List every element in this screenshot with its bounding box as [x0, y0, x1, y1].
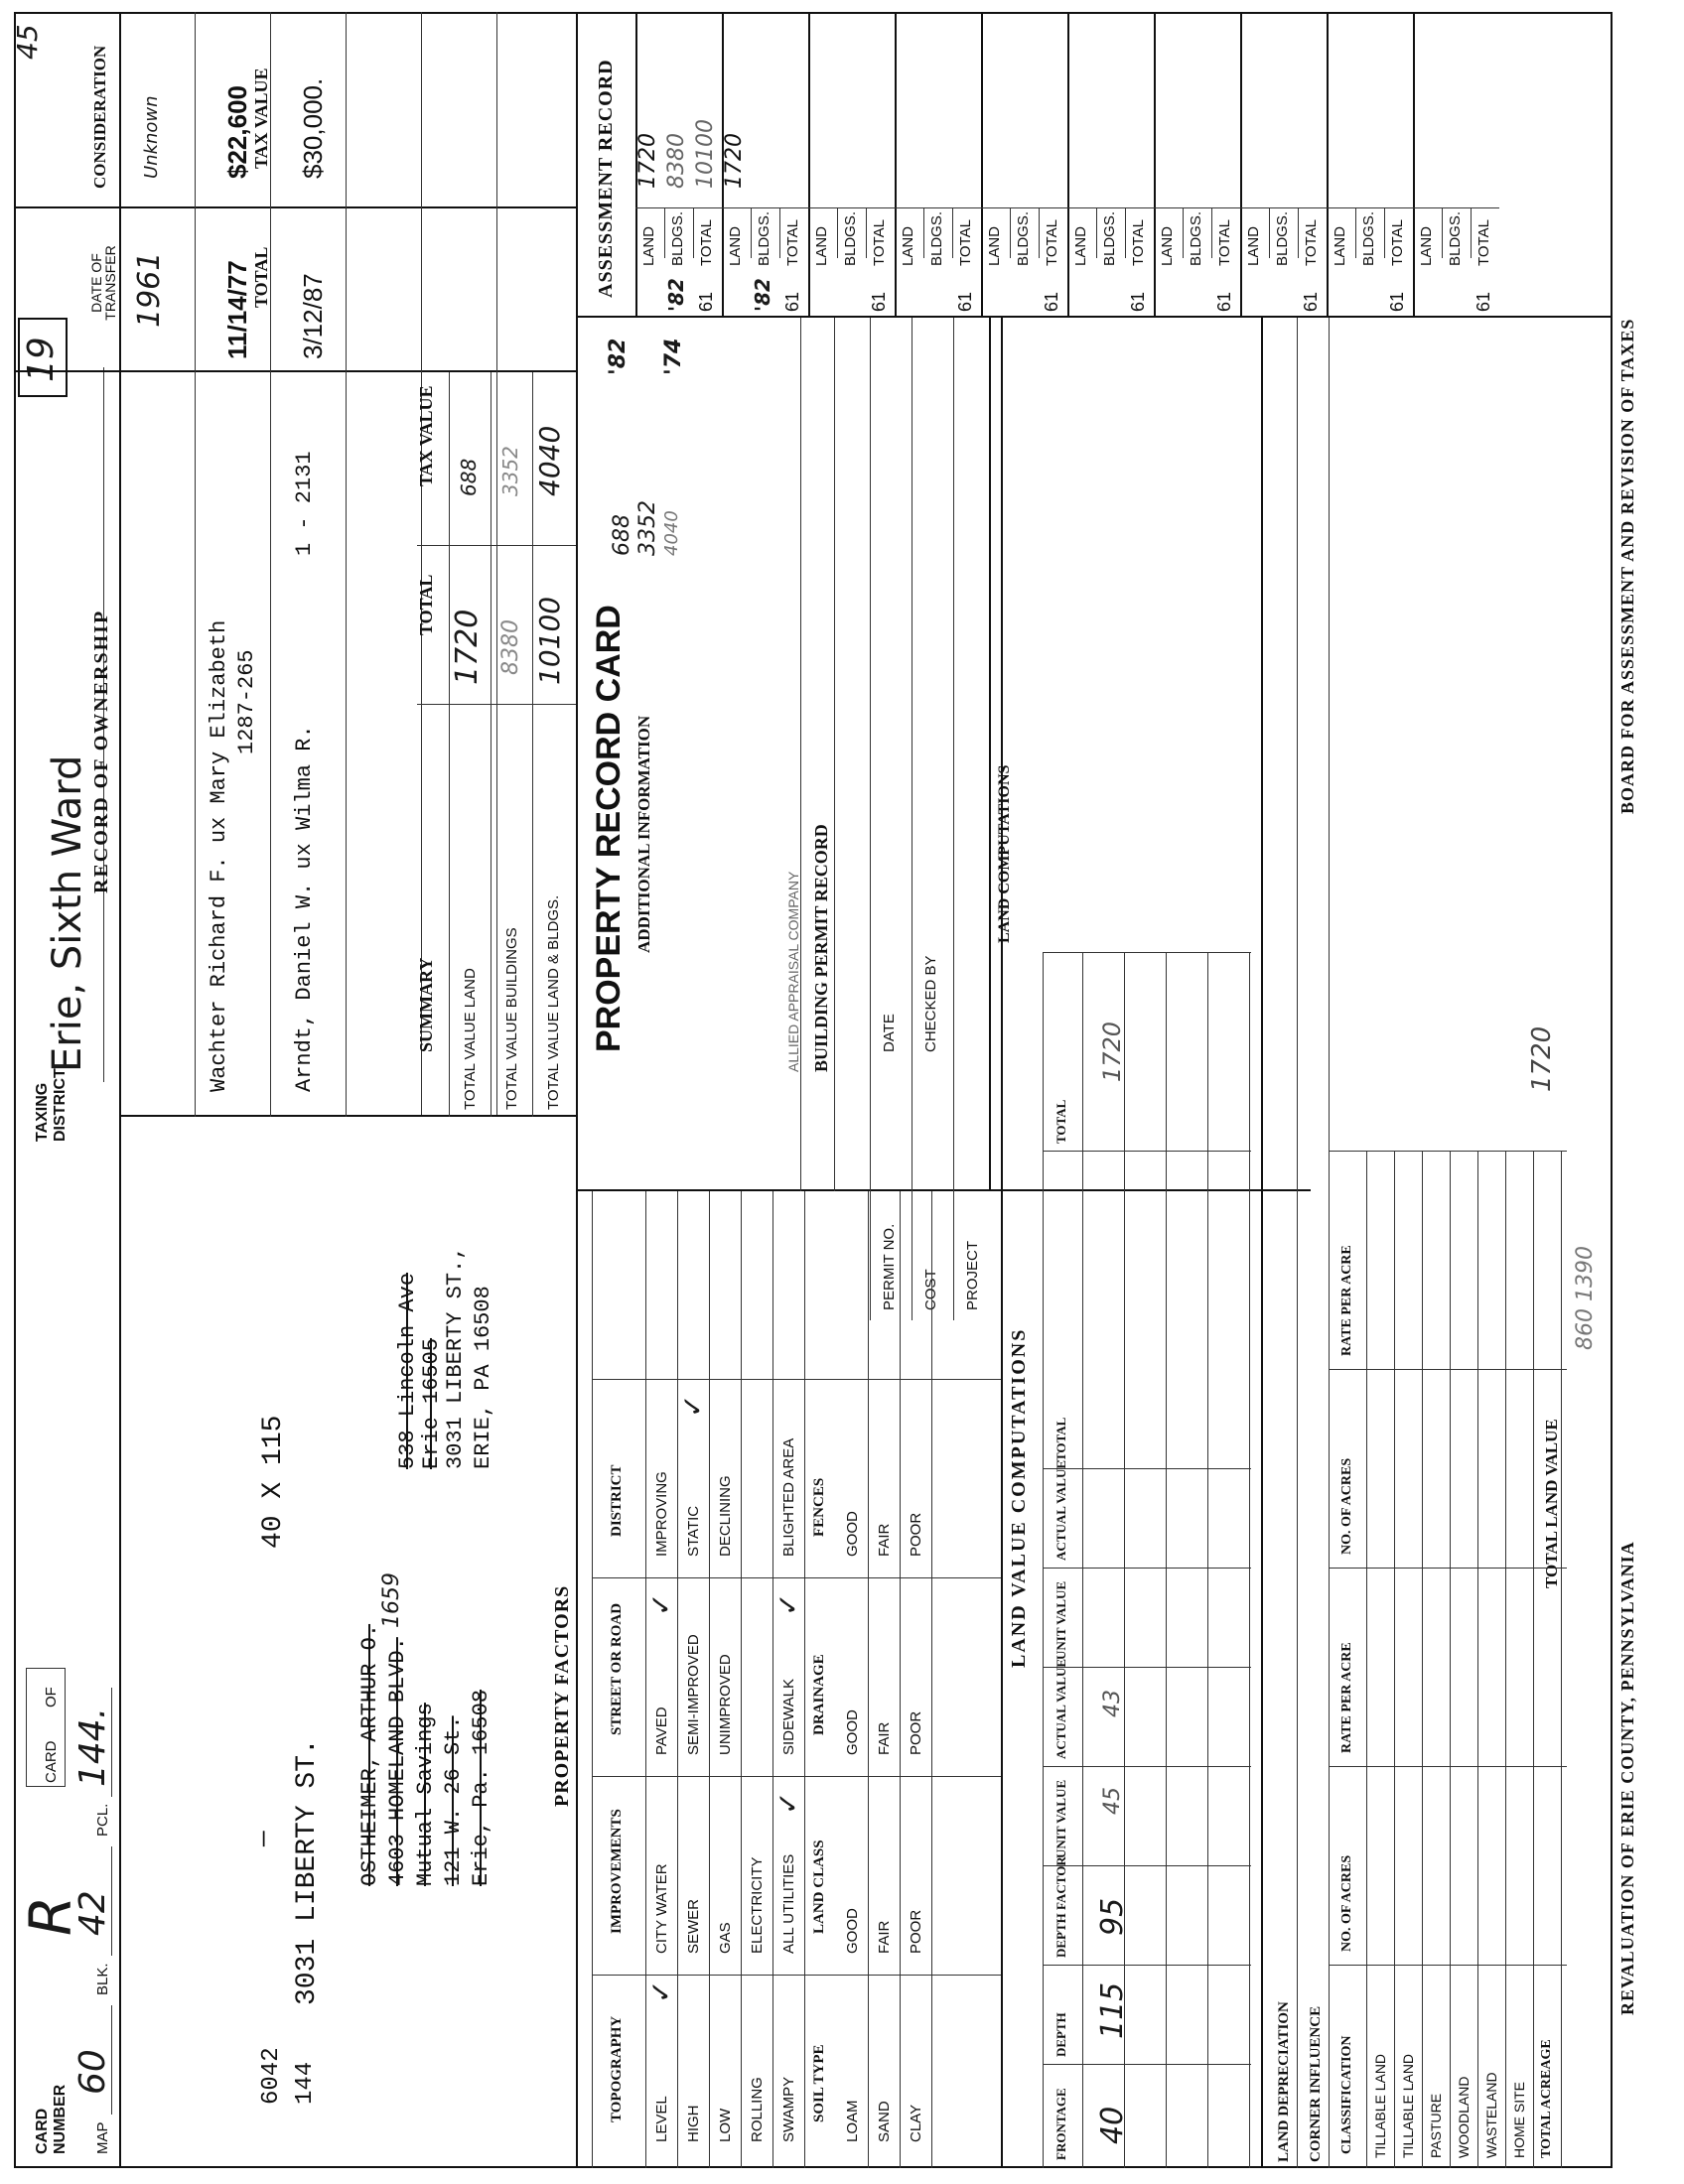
drainage-item: FAIR [876, 1721, 893, 1755]
assessment-row-line [1355, 208, 1356, 258]
soil-type-label: SOIL TYPE [811, 2044, 827, 2122]
assessment-col-divider [1240, 207, 1327, 208]
assessment-row-line [779, 208, 780, 258]
property-record-card-title: PROPERTY RECORD CARD [590, 605, 628, 1052]
lv-col-line [1043, 1965, 1251, 1966]
lv-header: UNIT VALUE [1053, 1580, 1068, 1660]
assessment-year: 61 [1301, 291, 1321, 312]
assessment-label: TOTAL [1130, 219, 1147, 266]
card-label: CARD [43, 1740, 60, 1783]
assessment-label: LAND [1159, 225, 1176, 266]
row3-consideration: $30,000. [298, 77, 328, 179]
struck-owner-3: Mutual Savings [413, 1703, 438, 1886]
district-item: BLIGHTED AREA [780, 1437, 797, 1557]
assessment-label: TOTAL [871, 219, 888, 266]
assessment-row-line [923, 208, 924, 258]
assessment-year: 61 [869, 291, 889, 312]
row1-consideration: Unknown [141, 95, 162, 179]
assessment-label: BLDGS. [1101, 210, 1118, 266]
struck-owner-5: Erie, Pa. 16508 [469, 1689, 493, 1886]
assessment-row-line [1125, 208, 1126, 258]
assessment-value: 10100 [693, 119, 718, 189]
assessment-group-divider [1240, 12, 1242, 318]
struck-owner-2: 4603 HOMELAND BLVD. [385, 1637, 410, 1886]
assessment-col-divider [1413, 207, 1499, 208]
lv-col-line [1043, 1766, 1251, 1767]
acreage-header: RATE PER ACRE [1339, 1642, 1354, 1753]
card-number-label: CARD NUMBER [34, 2084, 69, 2154]
additional-year-1: '82 [606, 338, 631, 375]
factor-header: DISTRICT [609, 1464, 625, 1537]
assessment-label: TOTAL [1303, 219, 1320, 266]
land-depreciation-label: LAND DEPRECIATION [1276, 2001, 1292, 2162]
check-static: ✓ [676, 1394, 709, 1418]
summary-land-tax: 688 [457, 458, 481, 496]
summary-title: SUMMARY [416, 957, 436, 1052]
summary-total-label: TOTAL [416, 574, 436, 635]
permit-date-label: DATE [881, 1014, 898, 1052]
assessment-row-line [1211, 208, 1212, 258]
additional-value-2: 3352 [635, 500, 660, 556]
consideration-label: CONSIDERATION [90, 45, 109, 189]
row2-consideration: $22,600 [222, 85, 252, 179]
lv-col-line [1043, 1568, 1251, 1569]
district-item: DECLINING [717, 1475, 734, 1557]
assessment-label: BLDGS. [842, 210, 859, 266]
lv-depr-line [1297, 318, 1298, 2168]
property-id-2: 144 [292, 2061, 319, 2105]
factor-col-line [592, 1379, 1001, 1380]
assessment-year: 61 [696, 291, 716, 312]
assessment-label: BLDGS. [1274, 210, 1291, 266]
assessment-year: 61 [1387, 291, 1407, 312]
assessment-row-line [664, 208, 665, 258]
factor-row-line [931, 1191, 932, 2168]
classification-item: PASTURE [1428, 2093, 1444, 2158]
factor-header: STREET OR ROAD [609, 1602, 625, 1735]
assessment-value: 1720 [722, 133, 747, 189]
lv-header: ACTUAL VALUE [1053, 1459, 1068, 1561]
improvement-item: SEWER [685, 1898, 702, 1954]
assessment-title: ASSESSMENT RECORD [595, 59, 617, 298]
assessment-label: LAND [1245, 225, 1262, 266]
drainage-item: POOR [908, 1710, 924, 1755]
classification-item: HOME SITE [1511, 2081, 1527, 2158]
assessment-label: LAND [1072, 225, 1089, 266]
acreage-header: NO. OF ACRES [1339, 1854, 1354, 1952]
check-sidewalk: ✓ [772, 1592, 804, 1616]
row2-owner: Wachter Richard F. ux Mary Elizabeth [207, 619, 231, 1092]
row3-deed: 1 - 2131 [292, 451, 317, 556]
assessment-year: 61 [955, 291, 975, 312]
dash-mark: — [248, 1831, 278, 1846]
street-item: PAVED [653, 1706, 670, 1755]
classification-item: TILLABLE LAND [1372, 2053, 1388, 2158]
soil-item: LOAM [844, 2100, 861, 2142]
assessment-label: LAND [813, 225, 830, 266]
assessment-col-divider [722, 207, 808, 208]
fences-label: FENCES [811, 1477, 827, 1537]
acreage-header-line [1366, 1152, 1367, 2168]
assessment-year: 61 [1042, 291, 1061, 312]
lv-row-line [1166, 953, 1167, 2168]
lv-header: TOTAL [1053, 1099, 1068, 1144]
summary-bldg-tax: 3352 [498, 446, 522, 496]
topography-item: LEVEL [653, 2096, 670, 2142]
topography-item: HIGH [685, 2105, 702, 2142]
assessment-label: LAND [1418, 225, 1435, 266]
footnote-numbers: 860 1390 [1573, 1246, 1598, 1350]
assessment-label: TOTAL [957, 219, 974, 266]
land-class-item: GOOD [844, 1908, 861, 1954]
property-id-1: 6042 [258, 2047, 285, 2105]
map-label: MAP [94, 2121, 111, 2154]
acreage-col-line [1329, 1151, 1567, 1152]
lv-actual-value: 43 [1100, 1690, 1125, 1717]
improvement-item: GAS [717, 1922, 734, 1954]
lv-col-line [1043, 2064, 1251, 2065]
assessment-col-divider [808, 207, 895, 208]
check-all-utilities: ✓ [772, 1791, 804, 1815]
property-factors-title: PROPERTY FACTORS [551, 1584, 573, 1807]
lv-row-line [1124, 953, 1125, 2168]
blk-label: BLK. [94, 1963, 111, 1995]
footer-left: REVALUATION OF ERIE COUNTY, PENNSYLVANIA [1617, 1541, 1637, 2015]
lv-header-line [1043, 953, 1044, 2168]
summary-grand-tax: 4040 [533, 425, 566, 496]
lv-header: UNIT VALUE [1053, 1779, 1068, 1858]
land-computations-label: LAND COMPUTATIONS [996, 764, 1013, 943]
lv-header: ACTUAL VALUE [1053, 1658, 1068, 1759]
assessment-col-divider [635, 207, 722, 208]
summary-grand-total: 10100 [533, 596, 566, 685]
total-land-value-label: TOTAL LAND VALUE [1542, 1419, 1561, 1588]
assessment-label: LAND [900, 225, 916, 266]
check-level: ✓ [644, 1979, 677, 2003]
assessment-row-line [1471, 208, 1472, 258]
fences-item: POOR [908, 1512, 924, 1557]
assessment-row-line [1384, 208, 1385, 258]
district-item: IMPROVING [653, 1471, 670, 1557]
blk-value: 42 [72, 1890, 113, 1936]
assessment-year: 61 [1128, 291, 1148, 312]
street-item: UNIMPROVED [717, 1654, 734, 1755]
mail-address-2: ERIE, PA 16508 [471, 1286, 495, 1469]
assessment-label: TOTAL [1216, 219, 1233, 266]
assessment-group-divider [1154, 12, 1156, 318]
of-label: OF [43, 1687, 60, 1707]
row2-date: 11/14/77 [222, 260, 252, 359]
soil-item: CLAY [908, 2104, 924, 2142]
assessment-col-divider [1067, 207, 1154, 208]
assessment-col-divider [981, 207, 1067, 208]
lv-depth-factor: 95 [1095, 1897, 1130, 1936]
assessment-label: TOTAL [1475, 219, 1492, 266]
improvement-item: ELECTRICITY [749, 1856, 766, 1954]
checked-by-label: CHECKED BY [922, 955, 939, 1052]
assessment-label: LAND [727, 225, 744, 266]
assessment-label: TOTAL [698, 219, 715, 266]
footer-right: BOARD FOR ASSESSMENT AND REVISION OF TAXES [1617, 318, 1637, 814]
project-label: PROJECT [964, 1240, 981, 1310]
drainage-label: DRAINAGE [811, 1654, 827, 1735]
taxing-district-label: TAXING DISTRICT [34, 1068, 69, 1142]
corner-number: 45 [11, 24, 44, 60]
corner-influence-label: CORNER INFLUENCE [1308, 2005, 1324, 2162]
assessment-year-prefix: '82 [751, 278, 774, 312]
acreage-col-line [1329, 1965, 1567, 1966]
lv-col-line [1043, 1865, 1251, 1866]
struck-owner-4: 121 W. 26 St. [441, 1715, 466, 1886]
acreage-row-line [1505, 1152, 1506, 2168]
struck-mail-1: 538 Lincoln Ave [395, 1272, 420, 1469]
lv-row-line [1207, 953, 1208, 2168]
summary-right-tax: TAX VALUE [251, 68, 271, 169]
assessment-row-line [952, 208, 953, 258]
building-permit-label: BUILDING PERMIT RECORD [811, 824, 831, 1072]
land-value-title: LAND VALUE COMPUTATIONS [1008, 1327, 1030, 1668]
assessment-label: TOTAL [1044, 219, 1060, 266]
factor-row-line [868, 1191, 869, 2168]
assessment-row-line [1039, 208, 1040, 258]
lv-col-line [1043, 1468, 1251, 1469]
soil-item: SAND [876, 2101, 893, 2142]
assessment-year: 61 [782, 291, 802, 312]
row1-date: 1961 [132, 251, 167, 328]
acreage-row-line [1394, 1152, 1395, 2168]
assessment-row-line [1442, 208, 1443, 258]
check-paved: ✓ [644, 1592, 677, 1616]
assessment-value: 1720 [635, 133, 660, 189]
lv-header: DEPTH [1053, 2012, 1068, 2057]
map-value: 60 [72, 2049, 113, 2095]
assessment-label: BLDGS. [1447, 210, 1464, 266]
handwritten-number: 1659 [379, 1572, 404, 1628]
street-item: SIDEWALK [780, 1679, 797, 1755]
acreage-col-line [1329, 1568, 1567, 1569]
assessment-year: 61 [1214, 291, 1234, 312]
assessment-label: TOTAL [784, 219, 801, 266]
fences-item: FAIR [876, 1523, 893, 1557]
assessment-group-divider [981, 12, 983, 318]
classification-item: WASTELAND [1483, 2072, 1499, 2158]
acreage-row-line [1422, 1152, 1423, 2168]
summary-tax-label: TAX VALUE [416, 385, 436, 486]
lv-col-line [1043, 952, 1251, 953]
struck-owner-1: OSTHEIMER, ARTHUR O. [357, 1623, 382, 1886]
classification-item: TOTAL ACREAGE [1539, 2039, 1554, 2158]
factor-col-line [592, 1975, 1001, 1976]
row3-owner: Arndt, Daniel W. ux Wilma R. [292, 725, 317, 1092]
assessment-value: 8380 [664, 133, 689, 189]
assessment-label: LAND [986, 225, 1003, 266]
lv-header-line-2 [1082, 953, 1083, 2168]
acreage-header: NO. OF ACRES [1339, 1457, 1354, 1555]
summary-bldg-total: 8380 [498, 619, 523, 675]
lv-unit-value: 45 [1100, 1787, 1125, 1815]
pcl-value: 144. [72, 1706, 113, 1787]
assessment-label: BLDGS. [1188, 210, 1204, 266]
acreage-row-line [1450, 1152, 1451, 2168]
classification-item: WOODLAND [1456, 2076, 1472, 2158]
allied-appraisal-label: ALLIED APPRAISAL COMPANY [785, 871, 801, 1072]
lv-header: FRONTAGE [1053, 2088, 1068, 2160]
cost-label: COST [922, 1269, 939, 1310]
fences-item: GOOD [844, 1511, 861, 1557]
summary-total-row-label: TOTAL VALUE LAND & BLDGS. [545, 894, 562, 1110]
assessment-label: BLDGS. [669, 210, 686, 266]
assessment-row-line [1298, 208, 1299, 258]
assessment-label: TOTAL [1389, 219, 1406, 266]
assessment-group-divider [1327, 12, 1329, 318]
acreage-row-line [1477, 1152, 1478, 2168]
factor-row-line [677, 1191, 678, 2168]
factor-header: TOPOGRAPHY [609, 2015, 625, 2122]
acreage-row-line [1533, 1152, 1534, 2168]
land-class-item: POOR [908, 1909, 924, 1954]
improvement-item: CITY WATER [653, 1863, 670, 1954]
street-item: SEMI-IMPROVED [685, 1634, 702, 1755]
factor-col-line [592, 1776, 1001, 1777]
assessment-col-divider [1154, 207, 1240, 208]
assessment-row-line [837, 208, 838, 258]
lv-header: DEPTH FACTOR [1053, 1856, 1068, 1958]
additional-value-3: 4040 [661, 510, 682, 556]
date-of-transfer-label: DATE OF TRANSFER [88, 245, 118, 321]
district-item: STATIC [685, 1505, 702, 1557]
ward-box-value: 19 [21, 337, 62, 382]
pcl-label: PCL. [94, 1803, 111, 1837]
row2-deed: 1287-265 [234, 649, 259, 754]
assessment-row-line [866, 208, 867, 258]
summary-bldg-label: TOTAL VALUE BUILDINGS [503, 927, 520, 1110]
assessment-group-divider [808, 12, 810, 318]
factor-col-line [592, 1577, 1001, 1578]
assessment-label: BLDGS. [1360, 210, 1377, 266]
additional-info-label: ADDITIONAL INFORMATION [634, 715, 653, 953]
lv-col-line [1043, 1151, 1251, 1152]
ownership-title: RECORD OF OWNERSHIP [90, 609, 112, 893]
acreage-row-line [1561, 1152, 1562, 2168]
struck-mail-2: Erie 16505 [419, 1337, 444, 1469]
acreage-header: RATE PER ACRE [1339, 1245, 1354, 1356]
improvement-item: ALL UTILITIES [780, 1853, 797, 1954]
land-class-label: LAND CLASS [811, 1840, 827, 1934]
letter-mark: R [17, 1895, 84, 1936]
taxing-district-value: Erie, Sixth Ward [45, 754, 90, 1072]
assessment-col-divider [1327, 207, 1413, 208]
total-land-value: 1720 [1527, 1025, 1557, 1092]
factor-row-line [772, 1191, 773, 2168]
assessment-row-line [751, 208, 752, 258]
lot-dimensions: 40 X 115 [258, 1415, 289, 1549]
additional-value-1: 688 [610, 514, 634, 556]
assessment-row-line [1010, 208, 1011, 258]
classification-item: TILLABLE LAND [1400, 2053, 1416, 2158]
assessment-row-line [1096, 208, 1097, 258]
acreage-col-line [1329, 1369, 1567, 1370]
assessment-year: 61 [1474, 291, 1493, 312]
property-address: 3031 LIBERTY ST. [292, 1738, 323, 2005]
land-class-item: FAIR [876, 1920, 893, 1954]
lv-header: TOTAL [1053, 1417, 1068, 1461]
summary-right-total: TOTAL [251, 246, 271, 308]
summary-land-total: 1720 [450, 609, 485, 685]
assessment-col-divider [895, 207, 981, 208]
summary-land-label: TOTAL VALUE LAND [462, 968, 479, 1110]
drainage-item: GOOD [844, 1709, 861, 1755]
assessment-label: BLDGS. [1015, 210, 1032, 266]
factor-row-line [709, 1191, 710, 2168]
lv-lower-top [1261, 318, 1263, 2168]
factor-row-line [804, 1191, 805, 2168]
acreage-header: CLASSIFICATION [1339, 2035, 1354, 2154]
lv-depth: 115 [1095, 1981, 1130, 2039]
assessment-row-line [1269, 208, 1270, 258]
assessment-label: BLDGS. [928, 210, 945, 266]
lv-total: 1720 [1098, 1021, 1126, 1082]
assessment-row-line [1183, 208, 1184, 258]
topography-item: LOW [717, 2108, 734, 2142]
row3-date: 3/12/87 [298, 273, 328, 359]
assessment-group-divider [1067, 12, 1069, 318]
assessment-row-line [693, 208, 694, 258]
factor-row-line [741, 1191, 742, 2168]
topography-item: ROLLING [749, 2077, 766, 2142]
topography-item: SWAMPY [780, 2076, 797, 2142]
assessment-year-prefix: '82 [664, 278, 688, 312]
assessment-label: BLDGS. [756, 210, 772, 266]
factor-row-line [900, 1191, 901, 2168]
lv-frontage: 40 [1095, 2106, 1130, 2144]
assessment-group-divider [1413, 12, 1415, 318]
lv-row-line [1249, 953, 1250, 2168]
additional-year-2: '74 [661, 338, 686, 375]
assessment-label: LAND [640, 225, 657, 266]
lv-col-line [1043, 1667, 1251, 1668]
factor-header: IMPROVEMENTS [609, 1809, 625, 1934]
mail-address-1: 3031 LIBERTY ST., [443, 1246, 468, 1469]
assessment-group-divider [895, 12, 897, 318]
acreage-col-line [1329, 1766, 1567, 1767]
permit-no-label: PERMIT NO. [881, 1223, 898, 1310]
assessment-label: LAND [1332, 225, 1348, 266]
lv-corner-line [1329, 318, 1330, 2168]
